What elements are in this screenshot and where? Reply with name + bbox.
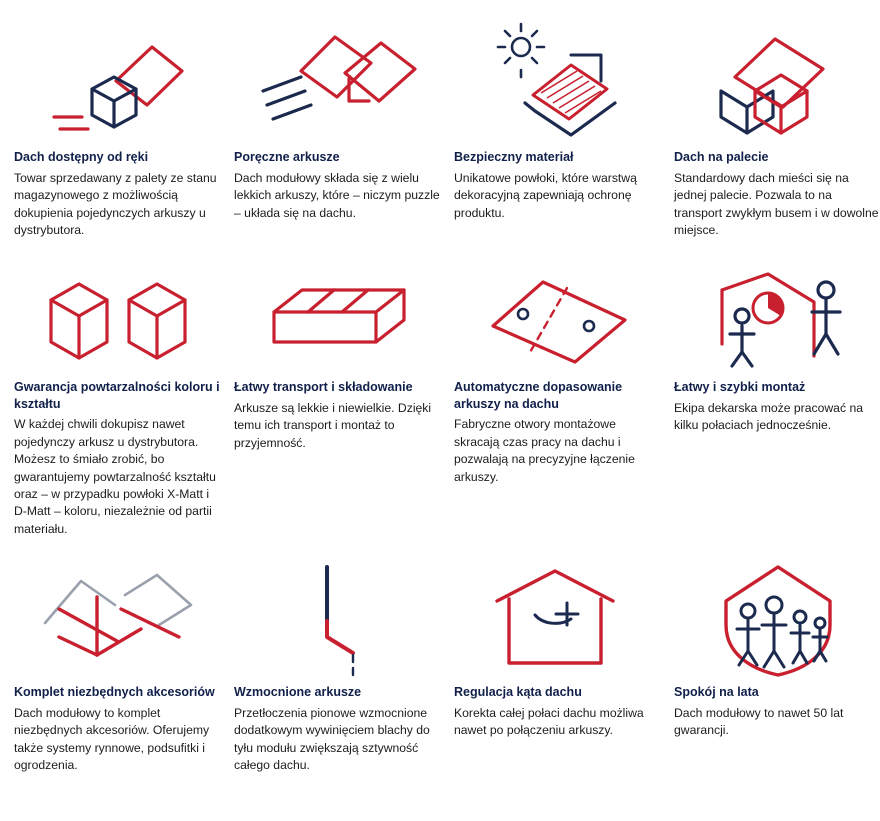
roof-box-delivery-icon: [14, 14, 223, 149]
feature-card: [14, 554, 229, 774]
feature-card: [454, 554, 669, 774]
feature-text: Standardowy dach mieści się na jednej palecie. Pozwala to na transport zwykłym busem i w dowolne miejsce.: [674, 170, 879, 237]
feature-text: Unikatowe powłoki, które warstwą dekoracyjną zapewniają ochronę produktu.: [454, 170, 637, 220]
roof-angle-adjust-icon: [454, 554, 663, 684]
feature-title: Dach na palecie: [674, 150, 769, 164]
feature-text: Arkusze są lekkie i niewielkie. Dzięki temu ich transport i montaż to przyjemność.: [234, 400, 432, 450]
feature-text: Fabryczne otwory montażowe skracają czas pracy na dachu i pozwalają na precyzyjne łączenie arkuszy.: [454, 417, 635, 484]
family-shield-warranty-icon: [674, 554, 880, 684]
feature-title: Automatyczne dopasowanie arkuszy na dachu: [454, 380, 623, 411]
feature-card: [14, 259, 229, 554]
feature-title: Regulacja kąta dachu: [454, 685, 582, 699]
feature-text: Ekipa dekarska może pracować na kilku połaciach jednocześnie.: [674, 400, 864, 433]
feature-title: Bezpieczny materiał: [454, 150, 574, 164]
stacked-sheets-transport-icon: [234, 259, 443, 379]
feature-card: [14, 14, 229, 259]
reinforced-sheet-bend-icon: [234, 554, 443, 684]
feature-title: Łatwy i szybki montaż: [674, 380, 806, 394]
feature-card: [454, 14, 669, 259]
feature-title: Dach dostępny od ręki: [14, 150, 149, 164]
feature-title: Wzmocnione arkusze: [234, 685, 362, 699]
feature-title: Poręczne arkusze: [234, 150, 340, 164]
feature-title: Gwarancja powtarzalności koloru i kształtu: [14, 380, 220, 411]
accessories-set-icon: [14, 554, 223, 684]
feature-card: [674, 14, 880, 259]
feature-card: [234, 554, 449, 774]
feature-title: Spokój na lata: [674, 685, 759, 699]
two-boxes-repeatability-icon: [14, 259, 223, 379]
sun-coating-layers-icon: [454, 14, 663, 149]
feature-card: [234, 259, 449, 554]
feature-text: Korekta całej połaci dachu możliwa nawet po połączeniu arkuszy.: [454, 705, 644, 738]
sheets-in-motion-icon: [234, 14, 443, 149]
feature-text: Dach modułowy to komplet niezbędnych akcesoriów. Oferujemy także systemy rynnowe, podsufitki i ogrodzenia.: [14, 705, 210, 772]
feature-text: Dach modułowy to nawet 50 lat gwarancji.: [674, 705, 844, 738]
feature-text: Przetłoczenia pionowe wzmocnione dodatkowym wywinięciem blachy do tyłu modułu zwiększają sztywność całego dachu.: [234, 705, 430, 772]
feature-card: [674, 554, 880, 774]
feature-text: Towar sprzedawany z palety ze stanu magazynowego z możliwością dokupienia pojedynczych arkuszy u dystrybutora.: [14, 170, 217, 237]
feature-text: Dach modułowy składa się z wielu lekkich arkuszy, które – niczym puzzle – układa się na dachu.: [234, 170, 440, 220]
feature-title: Komplet niezbędnych akcesoriów: [14, 685, 215, 699]
roof-on-pallet-icon: [674, 14, 880, 149]
roof-alignment-holes-icon: [454, 259, 663, 379]
workers-fast-assembly-icon: [674, 259, 880, 379]
feature-text: W każdej chwili dokupisz nawet pojedynczy arkusz u dystrybutora. Możesz to śmiało zrobić, bo gwarantujemy powtarzalność kształtu oraz – w przypadku powłoki X-Matt i D-Matt – koloru, niezależnie od partii materiału.: [14, 417, 216, 536]
feature-card: [674, 259, 880, 554]
feature-title: Łatwy transport i składowanie: [234, 380, 413, 394]
feature-card: [234, 14, 449, 259]
feature-card: [454, 259, 669, 554]
